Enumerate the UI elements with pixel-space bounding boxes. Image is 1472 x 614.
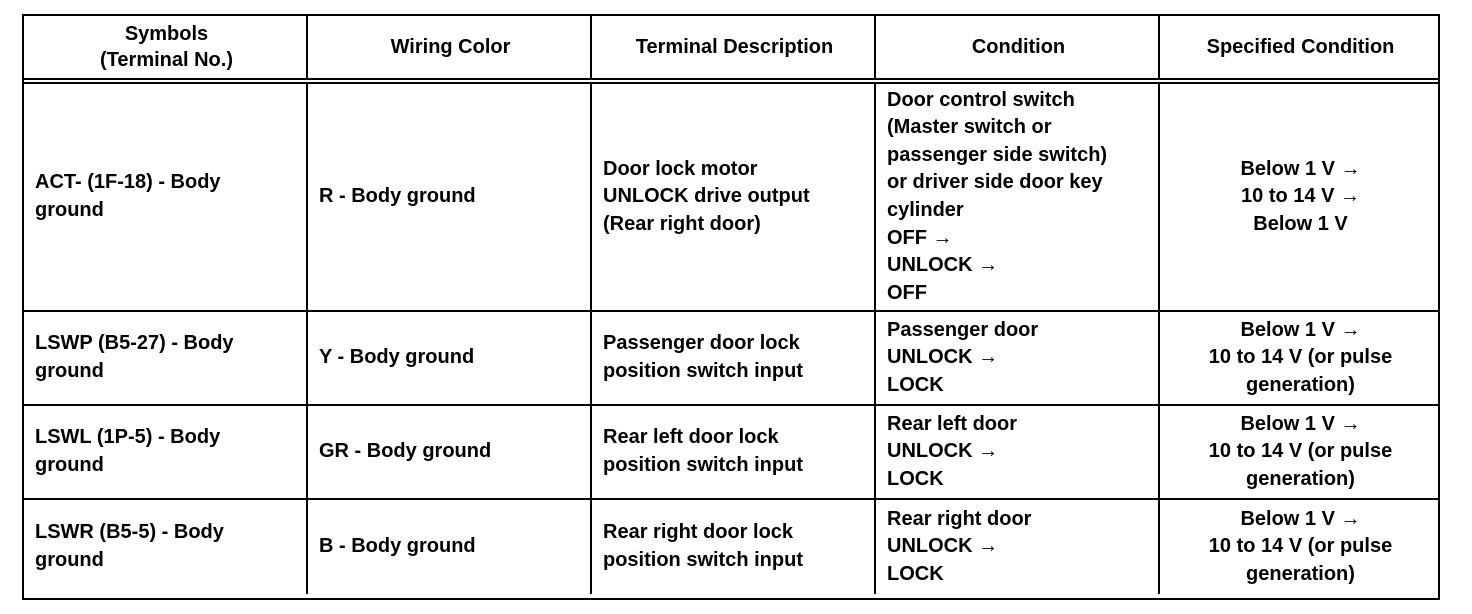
row-1-wiring-color — [308, 84, 592, 312]
row-1-symbols — [24, 84, 308, 312]
row-4-condition — [876, 500, 1160, 594]
row-4-wiring-color-text: B - Body ground — [319, 535, 476, 558]
row-3-symbols-text: LSWL (1P-5) - Body ground — [35, 426, 221, 476]
row-2-symbols-text: LSWP (B5-27) - Body ground — [35, 332, 234, 382]
row-1-terminal-description — [592, 84, 876, 312]
row-3-wiring-color — [308, 406, 592, 500]
row-2-specified-condition — [1160, 312, 1438, 406]
row-1-specified-condition-text: Below 1 V → 10 to 14 V → Below 1 V — [1240, 157, 1361, 235]
terminal-spec-table — [22, 14, 1440, 600]
row-1-specified-condition — [1160, 84, 1438, 312]
row-2-terminal-description-text: Passenger door lock position switch input — [603, 332, 803, 382]
row-3-terminal-description-text: Rear left door lock position switch input — [603, 426, 803, 476]
header-specified-condition-text: Specified Condition — [1206, 36, 1395, 58]
header-condition-text: Condition — [971, 36, 1066, 58]
row-1-terminal-description-text: Door lock motor UNLOCK drive output (Rear right door) — [603, 157, 810, 235]
row-1-condition — [876, 84, 1160, 312]
row-2-symbols — [24, 312, 308, 406]
row-3-specified-condition — [1160, 406, 1438, 500]
row-3-symbols — [24, 406, 308, 500]
header-wiring-color — [308, 16, 592, 80]
row-1-condition-text: Door control switch (Master switch or passenger side switch) or driver side door key cylinder OFF → UNLOCK → OFF — [887, 88, 1108, 304]
row-4-symbols — [24, 500, 308, 594]
header-symbols — [24, 16, 308, 80]
header-terminal-description-text: Terminal Description — [635, 36, 834, 58]
row-3-condition — [876, 406, 1160, 500]
header-condition — [876, 16, 1160, 80]
row-2-specified-condition-text: Below 1 V → 10 to 14 V (or pulse generation) — [1208, 318, 1393, 396]
header-terminal-description — [592, 16, 876, 80]
header-specified-condition — [1160, 16, 1438, 80]
row-4-terminal-description — [592, 500, 876, 594]
row-3-condition-text: Rear left door UNLOCK → LOCK — [887, 412, 1018, 490]
row-2-condition — [876, 312, 1160, 406]
row-1-wiring-color-text: R - Body ground — [319, 185, 476, 208]
row-3-specified-condition-text: Below 1 V → 10 to 14 V (or pulse generation) — [1208, 412, 1393, 490]
row-4-symbols-text: LSWR (B5-5) - Body ground — [35, 521, 224, 571]
row-4-wiring-color — [308, 500, 592, 594]
row-2-wiring-color — [308, 312, 592, 406]
row-4-specified-condition-text: Below 1 V → 10 to 14 V (or pulse generation) — [1208, 507, 1393, 585]
row-4-condition-text: Rear right door UNLOCK → LOCK — [887, 507, 1032, 585]
row-2-terminal-description — [592, 312, 876, 406]
header-wiring-color-text: Wiring Color — [390, 36, 511, 58]
row-4-specified-condition — [1160, 500, 1438, 594]
row-2-wiring-color-text: Y - Body ground — [319, 346, 475, 369]
row-4-terminal-description-text: Rear right door lock position switch input — [603, 521, 803, 571]
row-2-condition-text: Passenger door UNLOCK → LOCK — [887, 318, 1039, 396]
row-1-symbols-text: ACT- (1F-18) - Body ground — [35, 171, 221, 221]
header-symbols-text: Symbols (Terminal No.) — [100, 23, 233, 71]
row-3-terminal-description — [592, 406, 876, 500]
row-3-wiring-color-text: GR - Body ground — [319, 440, 492, 463]
